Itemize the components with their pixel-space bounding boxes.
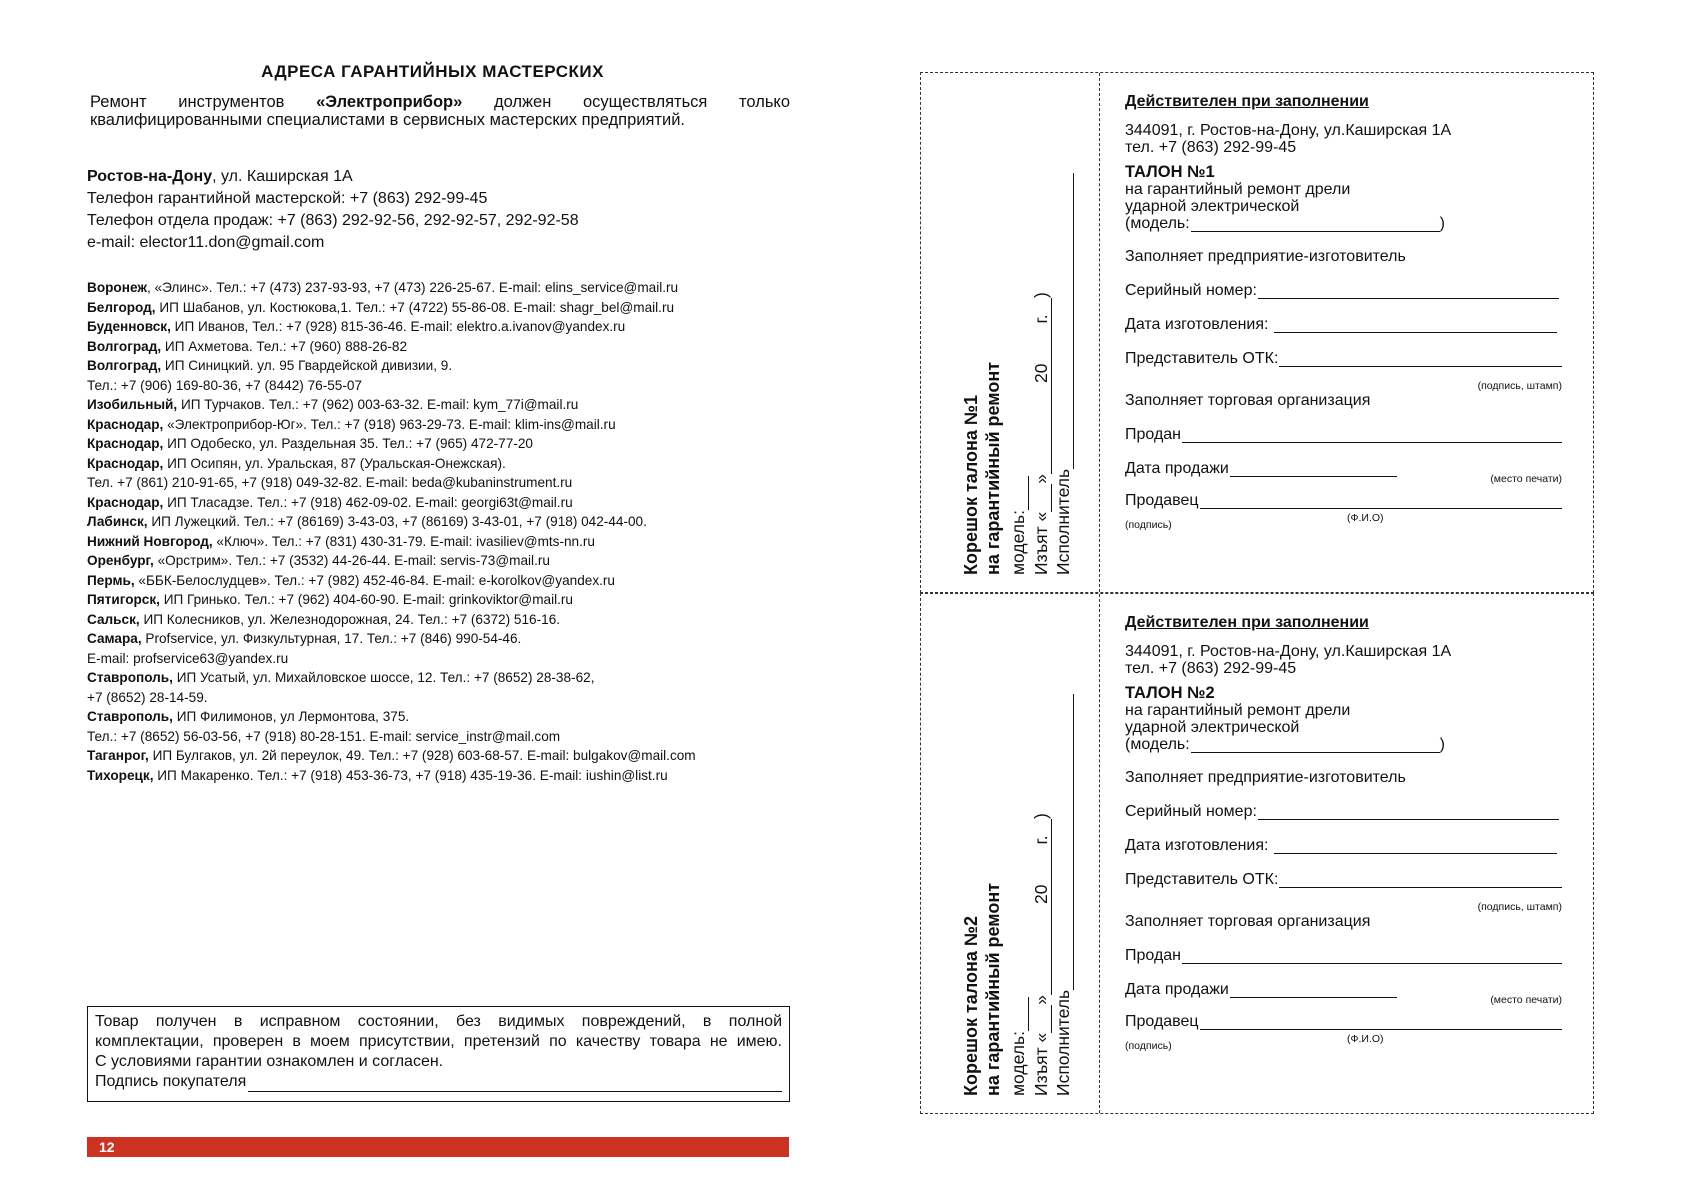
- stub-paren: ): [1031, 813, 1051, 820]
- workshop-entry: [87, 337, 696, 357]
- model-label: (модель:: [1125, 736, 1190, 753]
- sale-date-label: Дата продажи: [1125, 460, 1229, 477]
- receipt-line: С условиями гарантии ознакомлен и согласен.: [95, 1053, 444, 1070]
- workshop-entry: [87, 278, 696, 298]
- otk-label: Представитель ОТК:: [1125, 871, 1279, 888]
- seller-row: [1125, 1013, 1562, 1030]
- serial-row: [1125, 282, 1559, 299]
- workshop-details: ИП Усатый, ул. Михайловское шоссе, 12. Тел.: +7 (8652) 28-38-62,: [172, 670, 595, 685]
- workshop-details: ИП Ахметова. Тел.: +7 (960) 888-26-82: [161, 338, 408, 354]
- page-number: 12: [99, 1139, 115, 1155]
- workshop-entry: [87, 298, 696, 318]
- stub-year-field[interactable]: [1033, 845, 1052, 885]
- coupon-address: 344091, г. Ростов-на-Дону, ул.Каширская 1А: [1125, 643, 1452, 660]
- seller-field[interactable]: [1200, 493, 1562, 509]
- tear-line: [1099, 594, 1100, 1113]
- workshop-details: ИП Одобеско, ул. Раздельная 35. Тел.: +7 (965) 472-77-20: [163, 436, 533, 451]
- otk-field[interactable]: [1279, 351, 1562, 367]
- stub-quote: »: [1031, 995, 1051, 1005]
- workshop-city: Пермь,: [87, 572, 135, 588]
- workshop-details: ИП Иванов, Тел.: +7 (928) 815-36-46. E-mail: elektro.a.ivanov@yandex.ru: [170, 319, 626, 334]
- workshop-entry: [87, 512, 696, 532]
- manufacture-date-row: [1125, 837, 1557, 854]
- workshop-details: «Орстрим». Тел.: +7 (3532) 44-26-44. E-mail: servis-73@mail.ru: [153, 553, 550, 568]
- sale-date-field[interactable]: [1230, 461, 1397, 477]
- stub-year-line: [1031, 314, 1052, 383]
- buyer-signature-label: Подпись покупателя: [95, 1073, 247, 1090]
- seller-field[interactable]: [1200, 1014, 1562, 1030]
- seal-caption: (место печати): [1490, 994, 1562, 1006]
- workshop-entry: [87, 395, 696, 415]
- coupon-purpose: на гарантийный ремонт дрели: [1125, 181, 1351, 198]
- workshop-entry: [87, 493, 696, 513]
- stub-title: Корешок талона №2: [961, 916, 981, 1096]
- stub-quote: »: [1031, 474, 1051, 484]
- model-field[interactable]: [1191, 216, 1440, 232]
- workshop-list: [87, 278, 696, 785]
- workshop-details: «Ключ». Тел.: +7 (831) 430-31-79. E-mail: ivasiliev@mts-nn.ru: [212, 533, 595, 549]
- workshop-details: Profservice, ул. Физкультурная, 17. Тел.: +7 (846) 990-54-46.: [141, 631, 522, 646]
- stub-year-suffix: г.: [1031, 835, 1051, 845]
- workshop-entry: [87, 590, 696, 610]
- coupon-number: ТАЛОН №2: [1125, 684, 1215, 702]
- stub-year-suffix: г.: [1031, 314, 1051, 324]
- stub-year-label: 20: [1031, 884, 1051, 904]
- sale-date-row: [1125, 981, 1397, 998]
- workshop-city: Волгоград,: [87, 338, 162, 354]
- stub-model-field[interactable]: [1010, 997, 1029, 1031]
- stub-model-line: [1008, 476, 1029, 575]
- coupon-header: Действителен при заполнении: [1125, 93, 1369, 110]
- seller-row: [1125, 492, 1562, 509]
- signature-caption: (подпись): [1125, 1040, 1172, 1052]
- workshop-entry: [87, 454, 696, 474]
- workshop-details: ИП Булгаков, ул. 2й переулок, 49. Тел.: +7 (928) 603-68-57. E-mail: bulgakov@mail.com: [148, 748, 696, 763]
- workshop-entry: [87, 649, 696, 669]
- workshop-city: Волгоград,: [87, 358, 162, 373]
- workshop-details: Тел. +7 (861) 210-91-65, +7 (918) 049-32-82. E-mail: beda@kubaninstrument.ru: [87, 475, 573, 490]
- sale-date-row: [1125, 460, 1397, 477]
- stamp-caption: (подпись, штамп): [1477, 380, 1562, 392]
- fio-caption: (Ф.И.О): [1347, 512, 1384, 524]
- workshop-entry: [87, 707, 696, 727]
- signature-caption: (подпись): [1125, 519, 1172, 531]
- workshop-entry: [87, 746, 696, 766]
- model-label: (модель:: [1125, 215, 1190, 232]
- sold-label: Продан: [1125, 947, 1182, 964]
- workshop-city: Краснодар,: [87, 455, 164, 471]
- workshop-city: Самара,: [87, 631, 142, 646]
- workshop-city: Лабинск,: [87, 514, 148, 529]
- workshop-details: ИП Филимонов, ул Лермонтова, 375.: [172, 709, 410, 724]
- tear-line: [1099, 73, 1100, 592]
- brand-name: «Электроприбор»: [316, 93, 463, 111]
- otk-row: [1125, 871, 1562, 888]
- manufacture-date-row: [1125, 316, 1557, 333]
- workshop-city: Ставрополь,: [87, 670, 173, 685]
- model-field[interactable]: [1191, 737, 1440, 753]
- workshop-entry: [87, 415, 696, 435]
- workshop-details: , «Элинс». Тел.: +7 (473) 237-93-93, +7 (473) 226-25-67. E-mail: elins_service@mail.ru: [146, 280, 679, 295]
- workshop-city: Таганрог,: [87, 748, 149, 763]
- workshop-entry: [87, 473, 696, 493]
- serial-row: [1125, 803, 1559, 820]
- workshop-entry: [87, 317, 696, 337]
- sold-row: [1125, 426, 1562, 443]
- coupon-purpose-cont: ударной электрической: [1125, 198, 1300, 215]
- sold-row: [1125, 947, 1562, 964]
- main-city: Ростов-на-Дону: [87, 168, 213, 185]
- coupon-phone: тел. +7 (863) 292-99-45: [1125, 660, 1297, 677]
- page-title: АДРЕСА ГАРАНТИЙНЫХ МАСТЕРСКИХ: [261, 62, 604, 81]
- main-service-address: [87, 166, 579, 254]
- workshop-details: ИП Осипян, ул. Уральская, 87 (Уральская-Онежская).: [163, 455, 506, 471]
- stub-day-field[interactable]: [1033, 1005, 1052, 1033]
- otk-label: Представитель ОТК:: [1125, 350, 1279, 367]
- maker-section-label: Заполняет предприятие-изготовитель: [1125, 248, 1406, 265]
- stub-taken-label: Изъят «: [1031, 511, 1051, 575]
- workshop-entry: [87, 629, 696, 649]
- workshop-details: «ББК-Белослудцев». Тел.: +7 (982) 452-46-84. E-mail: e-korolkov@yandex.ru: [134, 572, 615, 588]
- sold-label: Продан: [1125, 426, 1182, 443]
- intro-text: Ремонт инструментов: [90, 93, 317, 111]
- coupon-purpose-cont: ударной электрической: [1125, 719, 1300, 736]
- workshop-details: Тел.: +7 (906) 169-80-36, +7 (8442) 76-55-07: [87, 377, 362, 393]
- manufacture-date-field[interactable]: [1274, 317, 1557, 333]
- workshop-details: Тел.: +7 (8652) 56-03-56, +7 (918) 80-28-151. E-mail: service_instr@mail.com: [87, 728, 561, 744]
- manufacture-date-field[interactable]: [1274, 838, 1557, 854]
- workshop-entry: [87, 766, 696, 786]
- workshop-city: Краснодар,: [87, 494, 164, 510]
- workshop-entry: [87, 727, 696, 747]
- page-number-bar: [87, 1137, 789, 1157]
- workshop-city: Буденновск,: [87, 319, 171, 334]
- workshop-entry: [87, 668, 696, 688]
- seal-caption: (место печати): [1490, 473, 1562, 485]
- shop-section-label: Заполняет торговая организация: [1125, 392, 1371, 409]
- stub-executor-line: [1053, 694, 1074, 1096]
- workshop-city: Воронеж: [87, 280, 147, 295]
- warranty-coupon: [920, 593, 1594, 1114]
- intro-paragraph: [90, 93, 790, 129]
- sale-date-label: Дата продажи: [1125, 981, 1229, 998]
- seller-label: Продавец: [1125, 1013, 1199, 1030]
- sales-phone: Телефон отдела продаж: +7 (863) 292-92-56, 292-92-57, 292-92-58: [87, 212, 579, 229]
- stub-paren: ): [1031, 292, 1051, 299]
- seller-label: Продавец: [1125, 492, 1199, 509]
- workshop-entry: [87, 551, 696, 571]
- workshop-details: ИП Шабанов, ул. Костюкова,1. Тел.: +7 (4722) 55-86-08. E-mail: shagr_bel@mail.ru: [155, 299, 675, 315]
- sold-field[interactable]: [1182, 948, 1562, 964]
- fio-caption: (Ф.И.О): [1347, 1033, 1384, 1045]
- workshop-city: Изобильный,: [87, 397, 178, 412]
- otk-row: [1125, 350, 1562, 367]
- stub-subtitle: на гарантийный ремонт: [983, 882, 1003, 1096]
- workshop-details: ИП Макаренко. Тел.: +7 (918) 453-36-73, +7 (918) 435-19-36. E-mail: iushin@list.ru: [153, 767, 668, 783]
- stub-executor-label: Исполнитель: [1053, 989, 1073, 1096]
- model-row: [1125, 215, 1445, 232]
- coupon-stub: [941, 73, 1081, 594]
- workshop-entry: [87, 610, 696, 630]
- coupon-form: [1125, 93, 1565, 531]
- stamp-caption: (подпись, штамп): [1477, 901, 1562, 913]
- workshop-details: ИП Синицкий. ул. 95 Гвардейской дивизии, 9.: [161, 358, 453, 373]
- service-phone: Телефон гарантийной мастерской: +7 (863) 292-99-45: [87, 190, 488, 207]
- stub-executor-label: Исполнитель: [1053, 468, 1073, 575]
- workshop-entry: [87, 376, 696, 396]
- workshop-city: Пятигорск,: [87, 592, 160, 607]
- coupon-phone: тел. +7 (863) 292-99-45: [1125, 139, 1297, 156]
- coupon-address: 344091, г. Ростов-на-Дону, ул.Каширская 1А: [1125, 122, 1452, 139]
- coupon-header: Действителен при заполнении: [1125, 614, 1369, 631]
- workshop-city: Краснодар,: [87, 416, 164, 432]
- workshop-city: Оренбург,: [87, 553, 154, 568]
- sale-date-field[interactable]: [1230, 982, 1397, 998]
- intro-text-cont: должен осуществляться только квалифицированными специалистами в сервисных мастерских предприятий.: [90, 93, 791, 129]
- receipt-line: Товар получен в исправном состоянии, без видимых повреждений, в полной: [95, 1013, 782, 1030]
- stub-day-field[interactable]: [1033, 484, 1052, 512]
- warranty-coupon: [920, 72, 1594, 593]
- manufacture-date-label: Дата изготовления:: [1125, 316, 1269, 333]
- buyer-confirmation-box: [87, 1006, 790, 1102]
- seller-captions: [1125, 1033, 1565, 1052]
- coupon-purpose: на гарантийный ремонт дрели: [1125, 702, 1351, 719]
- workshop-details: +7 (8652) 28-14-59.: [87, 689, 208, 705]
- serial-field[interactable]: [1258, 804, 1559, 820]
- stub-model-label: модель:: [1008, 1031, 1028, 1096]
- model-close: ): [1439, 215, 1445, 232]
- workshop-details: ИП Гринько. Тел.: +7 (962) 404-60-90. E-mail: grinkoviktor@mail.ru: [159, 592, 573, 607]
- serial-label: Серийный номер:: [1125, 282, 1257, 299]
- workshop-city: Тихорецк,: [87, 767, 154, 783]
- coupon-form: [1125, 614, 1565, 1052]
- stub-executor-field[interactable]: [1055, 694, 1074, 990]
- shop-section-label: Заполняет торговая организация: [1125, 913, 1371, 930]
- serial-field[interactable]: [1258, 283, 1559, 299]
- stub-title: Корешок талона №1: [961, 395, 981, 575]
- stub-year-field[interactable]: [1033, 324, 1052, 364]
- stub-year-label: 20: [1031, 363, 1051, 383]
- stub-executor-field[interactable]: [1055, 173, 1074, 469]
- workshop-city: Краснодар,: [87, 436, 164, 451]
- main-street: , ул. Каширская 1А: [212, 168, 353, 185]
- workshop-details: ИП Тласадзе. Тел.: +7 (918) 462-09-02. E-mail: georgi63t@mail.ru: [163, 494, 573, 510]
- stub-subtitle: на гарантийный ремонт: [983, 361, 1003, 575]
- otk-field[interactable]: [1279, 872, 1562, 888]
- buyer-signature-row: [95, 1072, 782, 1092]
- workshop-city: Белгород,: [87, 299, 156, 315]
- workshop-details: ИП Колесников, ул. Железнодорожная, 24. Тел.: +7 (6372) 516-16.: [139, 611, 561, 627]
- receipt-line: комплектации, проверен в моем присутствии, претензий по качеству товара не имею.: [95, 1033, 782, 1050]
- workshop-city: Нижний Новгород,: [87, 533, 213, 549]
- workshop-entry: [87, 532, 696, 552]
- workshop-details: ИП Турчаков. Тел.: +7 (962) 003-63-32. E-mail: kym_77i@mail.ru: [177, 397, 579, 412]
- coupon-stub: [941, 594, 1081, 1115]
- workshop-entry: [87, 571, 696, 591]
- workshop-entry: [87, 356, 696, 376]
- workshop-city: Сальск,: [87, 611, 140, 627]
- coupon-number: ТАЛОН №1: [1125, 163, 1215, 181]
- maker-section-label: Заполняет предприятие-изготовитель: [1125, 769, 1406, 786]
- sold-field[interactable]: [1182, 427, 1562, 443]
- workshop-entry: [87, 434, 696, 454]
- workshop-details: E-mail: profservice63@yandex.ru: [87, 650, 289, 666]
- workshop-entry: [87, 688, 696, 708]
- buyer-signature-field[interactable]: [248, 1075, 782, 1092]
- manufacture-date-label: Дата изготовления:: [1125, 837, 1269, 854]
- workshop-city: Ставрополь,: [87, 709, 173, 724]
- model-row: [1125, 736, 1445, 753]
- serial-label: Серийный номер:: [1125, 803, 1257, 820]
- main-email: e-mail: elector11.don@gmail.com: [87, 234, 325, 251]
- main-city-line: [87, 166, 579, 188]
- stub-taken-label: Изъят «: [1031, 1032, 1051, 1096]
- stub-model-field[interactable]: [1010, 476, 1029, 510]
- workshop-details: ИП Лужецкий. Тел.: +7 (86169) 3-43-03, +7 (86169) 3-43-01, +7 (918) 042-44-00.: [147, 514, 647, 529]
- stub-year-line: [1031, 835, 1052, 904]
- stub-model-label: модель:: [1008, 510, 1028, 575]
- stub-model-line: [1008, 997, 1029, 1096]
- seller-captions: [1125, 512, 1565, 531]
- model-close: ): [1439, 736, 1445, 753]
- workshop-details: «Электроприбор-Юг». Тел.: +7 (918) 963-29-73. E-mail: klim-ins@mail.ru: [163, 416, 616, 432]
- stub-executor-line: [1053, 173, 1074, 575]
